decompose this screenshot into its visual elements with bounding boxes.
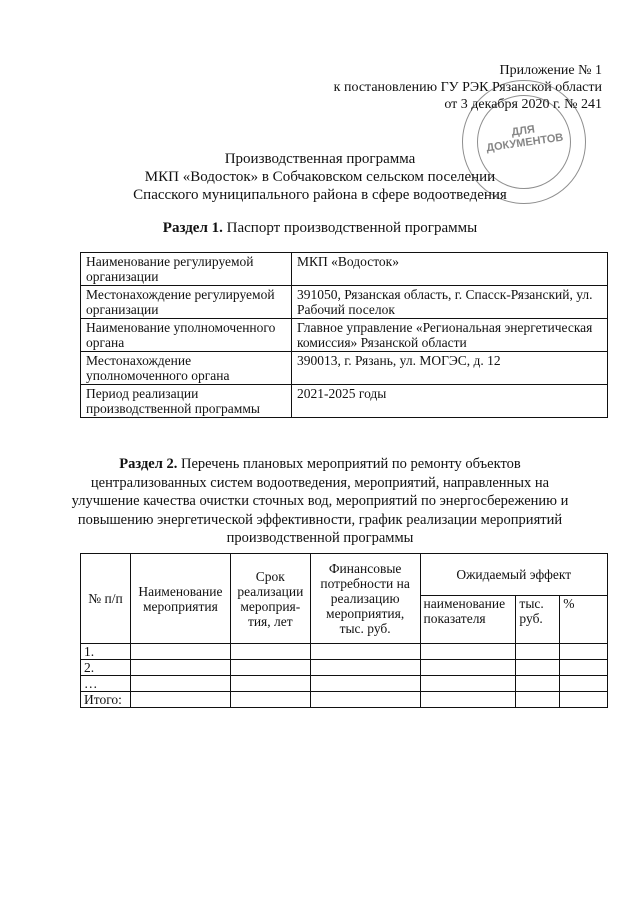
empty-cell bbox=[560, 644, 608, 660]
program-title-line-3: Спасского муниципального района в сфере водоотведения bbox=[133, 187, 507, 203]
empty-cell bbox=[310, 692, 420, 708]
row-total: Итого: bbox=[81, 692, 131, 708]
empty-cell bbox=[420, 644, 516, 660]
section2-prefix: Раздел 2. bbox=[119, 456, 178, 472]
col-header-name: Наименование мероприятия bbox=[130, 554, 230, 644]
table-row bbox=[81, 352, 608, 385]
empty-cell bbox=[130, 660, 230, 676]
row-number: … bbox=[81, 676, 131, 692]
col-header-effect: Ожидаемый эффект bbox=[420, 554, 608, 596]
passport-label: Период реализации производственной программы bbox=[81, 385, 292, 418]
empty-cell bbox=[516, 692, 560, 708]
table-row bbox=[81, 385, 608, 418]
section1-prefix: Раздел 1. bbox=[162, 220, 223, 236]
passport-label: Наименование регулируемой организации bbox=[81, 253, 292, 286]
passport-value: 391050, Рязанская область, г. Спасск-Рязанский, ул. Рабочий поселок bbox=[292, 286, 608, 319]
empty-cell bbox=[420, 692, 516, 708]
stamp-label: ДЛЯ ДОКУМЕНТОВ bbox=[485, 123, 565, 155]
empty-cell bbox=[516, 676, 560, 692]
section2-text: Перечень плановых мероприятий по ремонту объектов централизованных систем водоотведения, мероприятий, направленных на улучшение качества очистки сточных вод, мероприятий по энергосбережению и повышению энергетической эффективности, график реализации мероприятий производственной программы bbox=[71, 456, 569, 546]
empty-cell bbox=[230, 660, 310, 676]
empty-cell bbox=[310, 676, 420, 692]
program-title-line-1: Производственная программа bbox=[224, 151, 416, 167]
section2-heading bbox=[70, 455, 570, 548]
empty-cell bbox=[230, 676, 310, 692]
table-row bbox=[81, 676, 608, 692]
empty-cell bbox=[420, 676, 516, 692]
appendix-number: Приложение № 1 bbox=[499, 63, 602, 78]
passport-value: МКП «Водосток» bbox=[292, 253, 608, 286]
table-header-row bbox=[81, 554, 608, 596]
empty-cell bbox=[310, 660, 420, 676]
table-row bbox=[81, 286, 608, 319]
col-header-term: Срок реализации мероприя-тия, лет bbox=[230, 554, 310, 644]
empty-cell bbox=[516, 660, 560, 676]
empty-cell bbox=[420, 660, 516, 676]
table-row bbox=[81, 660, 608, 676]
passport-value: Главное управление «Региональная энергетическая комиссия» Рязанской области bbox=[292, 319, 608, 352]
table-row bbox=[81, 644, 608, 660]
empty-cell bbox=[230, 644, 310, 660]
appendix-date: от 3 декабря 2020 г. № 241 bbox=[444, 97, 602, 112]
empty-cell bbox=[310, 644, 420, 660]
table-row bbox=[81, 319, 608, 352]
col-header-number: № п/п bbox=[81, 554, 131, 644]
row-number: 1. bbox=[81, 644, 131, 660]
col-header-percent: % bbox=[560, 596, 608, 644]
table-row bbox=[81, 692, 608, 708]
col-header-rub: тыс. руб. bbox=[516, 596, 560, 644]
section1-text: Паспорт производственной программы bbox=[222, 220, 478, 236]
section1-heading bbox=[0, 220, 640, 237]
empty-cell bbox=[516, 644, 560, 660]
empty-cell bbox=[130, 692, 230, 708]
empty-cell bbox=[560, 660, 608, 676]
col-header-finance: Финансовые потребности на реализацию мероприятия, тыс. руб. bbox=[310, 554, 420, 644]
row-number: 2. bbox=[81, 660, 131, 676]
empty-cell bbox=[560, 676, 608, 692]
program-title-line-2: МКП «Водосток» в Собчаковском сельском поселении bbox=[144, 169, 496, 185]
appendix-resolution: к постановлению ГУ РЭК Рязанской области bbox=[333, 80, 602, 95]
empty-cell bbox=[130, 676, 230, 692]
events-table bbox=[80, 553, 608, 708]
passport-value: 2021-2025 годы bbox=[292, 385, 608, 418]
program-title bbox=[0, 150, 640, 204]
col-header-indicator: наименование показателя bbox=[420, 596, 516, 644]
empty-cell bbox=[130, 644, 230, 660]
table-row bbox=[81, 253, 608, 286]
empty-cell bbox=[560, 692, 608, 708]
passport-table bbox=[80, 252, 608, 418]
passport-value: 390013, г. Рязань, ул. МОГЭС, д. 12 bbox=[292, 352, 608, 385]
passport-label: Местонахождение уполномоченного органа bbox=[81, 352, 292, 385]
passport-label: Местонахождение регулируемой организации bbox=[81, 286, 292, 319]
passport-label: Наименование уполномоченного органа bbox=[81, 319, 292, 352]
empty-cell bbox=[230, 692, 310, 708]
